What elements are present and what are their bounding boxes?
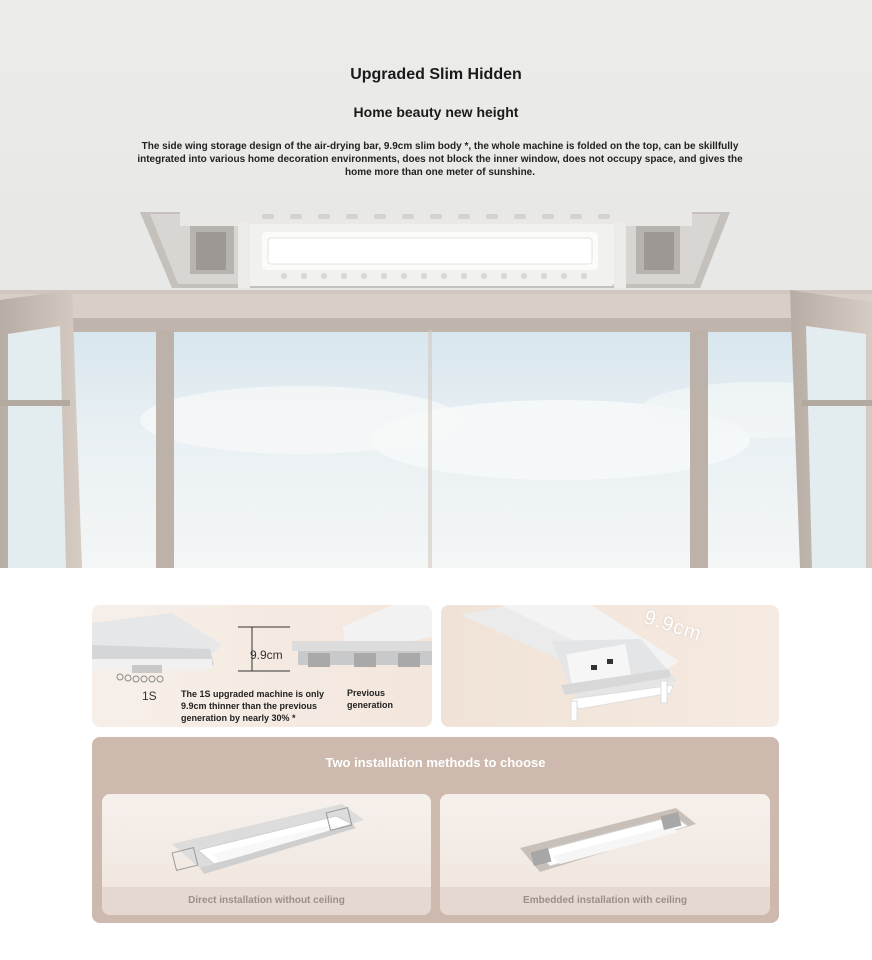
installation-title: Two installation methods to choose [325,755,546,770]
hero-title: Upgraded Slim Hidden [350,66,522,83]
comparison-note: The 1S upgraded machine is only 9.9cm thinner than the previous generation by nearly 30% * [181,689,325,723]
hero-subtitle: Home beauty new height [353,104,519,120]
hero-description: The side wing storage design of the air-drying bar, 9.9cm slim body *, the whole machine is folded on the top, can be skillfully integrated into various home decoration environments, does not block the inner window, does not occupy space, and gives the home more than one meter of sunshine. [137,141,743,178]
method-label-embedded: Embedded installation with ceiling [440,887,770,915]
installation-method-embedded [440,794,770,915]
method-label-direct: Direct installation without ceiling [102,887,431,915]
thickness-dimension: 9.9cm [250,648,283,662]
previous-generation-label: Previous generation [347,688,394,710]
angled-dimension-label: 9.9cm [641,606,705,646]
slim-body-card [441,605,779,727]
slim-body-illustration [441,605,779,727]
installation-method-direct [102,794,431,915]
model-label-1s: 1S [142,689,157,703]
